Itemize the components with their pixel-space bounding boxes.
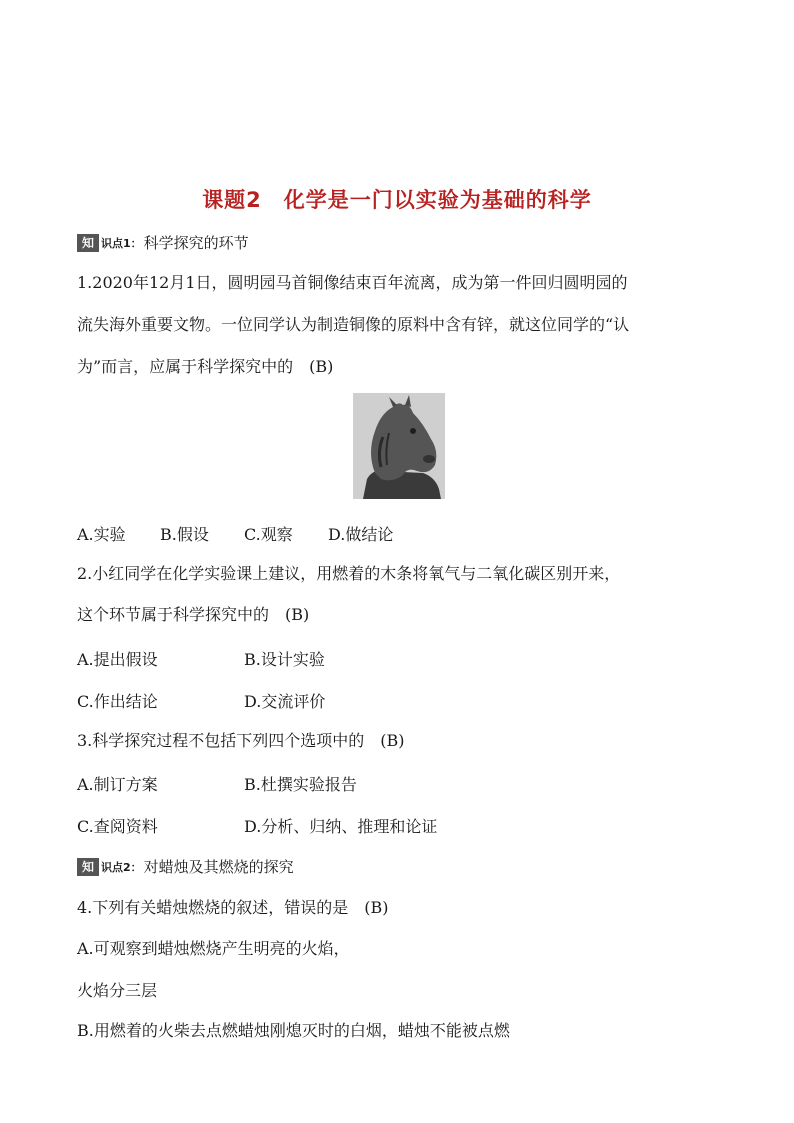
knowledge-point-number: 识点1： [101,236,142,250]
question-4-line-3: 火焰分三层 [77,981,158,1000]
question-2-option-c: C.作出结论 [77,692,158,711]
question-3-option-b: B.杜撰实验报告 [244,775,357,794]
question-2-line-1: 2.小红同学在化学实验课上建议，用燃着的木条将氧气与二氧化碳区别开来， [77,564,621,583]
question-2-option-b: B.设计实验 [244,650,325,669]
knowledge-point-label: 科学探究的环节 [143,234,249,252]
question-2-option-a: A.提出假设 [77,650,158,669]
question-1-line-2: 流失海外重要文物。一位同学认为制造铜像的原料中含有锌，就这位同学的“认 [77,315,630,334]
question-2-option-d: D.交流评价 [244,692,326,711]
question-3-line-1: 3.科学探究过程不包括下列四个选项中的 (B) [77,731,405,750]
question-1-option-b: B.假设 [160,525,209,544]
horse-head-illustration [353,393,445,499]
question-1-line-3: 为”而言，应属于科学探究中的 (B) [77,357,334,376]
horse-head-bronze-image [353,393,445,499]
question-1-option-a: A.实验 [77,525,126,544]
question-1-option-d: D.做结论 [328,525,394,544]
question-1-option-c: C.观察 [244,525,293,544]
question-4-line-1: 4.下列有关蜡烛燃烧的叙述，错误的是 (B) [77,898,389,917]
question-1-line-1: 1.2020年12月1日，圆明园马首铜像结束百年流离，成为第一件回归圆明园的 [77,273,628,292]
page-title: 课题2 化学是一门以实验为基础的科学 [202,188,592,212]
knowledge-point-label: 对蜡烛及其燃烧的探究 [143,858,294,876]
question-3-option-a: A.制订方案 [77,775,158,794]
knowledge-point-number: 识点2： [101,860,142,874]
question-3-option-d: D.分析、归纳、推理和论证 [244,817,438,836]
knowledge-badge-icon: 知 [77,234,99,252]
question-4-line-2: A.可观察到蜡烛燃烧产生明亮的火焰， [77,939,350,958]
question-3-option-c: C.查阅资料 [77,817,158,836]
knowledge-point-2-heading [77,856,294,877]
knowledge-point-1-heading [77,232,249,253]
knowledge-badge-icon: 知 [77,858,99,876]
question-4-line-4: B.用燃着的火柴去点燃蜡烛刚熄灭时的白烟，蜡烛不能被点燃 [77,1021,510,1040]
question-2-line-2: 这个环节属于科学探究中的 (B) [77,605,310,624]
